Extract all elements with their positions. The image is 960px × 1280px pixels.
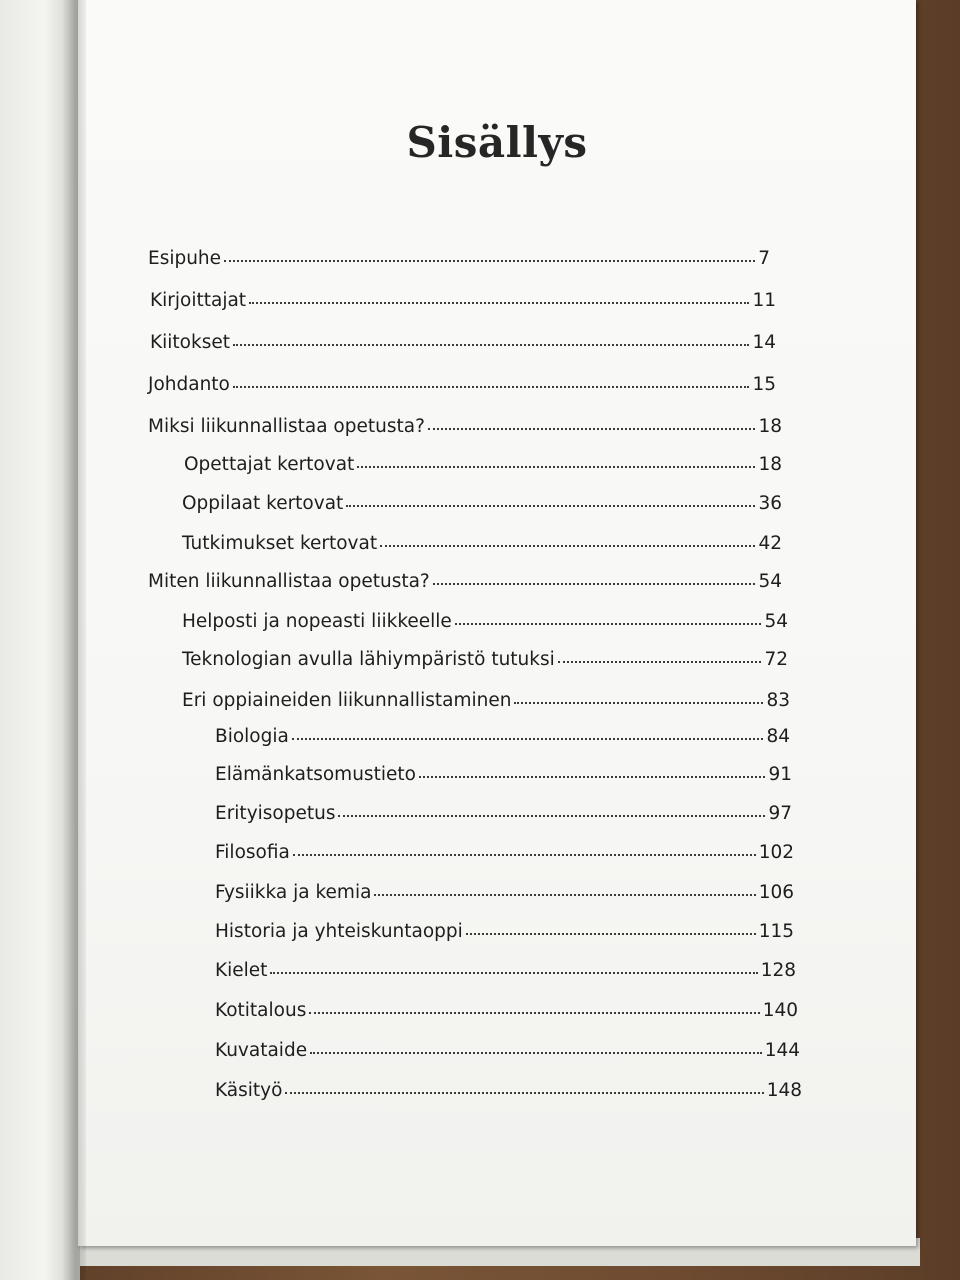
toc-entry-label: Oppilaat kertovat xyxy=(182,493,344,514)
toc-entry-page-number: 83 xyxy=(766,690,790,711)
toc-entry xyxy=(215,1080,802,1110)
toc-entry xyxy=(184,454,782,484)
toc-entry-page-number: 91 xyxy=(768,764,792,785)
toc-entry xyxy=(182,493,782,523)
toc-entry-label: Kotitalous xyxy=(215,1000,307,1021)
toc-leader-dots xyxy=(292,737,764,740)
toc-entry xyxy=(215,960,796,990)
toc-entry-label: Tutkimukset kertovat xyxy=(182,533,378,554)
toc-entry-page-number: 106 xyxy=(758,882,794,903)
toc-leader-dots xyxy=(357,465,755,468)
toc-entry xyxy=(150,332,776,362)
toc-entry-page-number: 128 xyxy=(760,960,796,981)
toc-entry xyxy=(148,248,770,278)
toc-leader-dots xyxy=(233,343,749,346)
toc-entry-label: Eri oppiaineiden liikunnallistaminen xyxy=(182,690,512,711)
toc-leader-dots xyxy=(310,1051,762,1054)
toc-entry-page-number: 36 xyxy=(758,493,782,514)
toc-entry xyxy=(182,611,788,641)
toc-entry-page-number: 97 xyxy=(768,803,792,824)
toc-leader-dots xyxy=(380,544,755,547)
page-title: Sisällys xyxy=(406,118,588,167)
toc-entry xyxy=(150,290,776,320)
toc-leader-dots xyxy=(338,814,765,817)
toc-entry-page-number: 11 xyxy=(752,290,776,311)
toc-entry xyxy=(148,374,776,404)
toc-entry-page-number: 140 xyxy=(762,1000,798,1021)
toc-entry-label: Kielet xyxy=(215,960,268,981)
toc-entry-page-number: 115 xyxy=(758,921,794,942)
toc-entry xyxy=(148,416,782,446)
toc-entry xyxy=(148,571,782,601)
toc-entry-page-number: 18 xyxy=(758,454,782,475)
toc-entry-label: Miten liikunnallistaa opetusta? xyxy=(148,571,430,592)
toc-entry-page-number: 72 xyxy=(764,649,788,670)
toc-leader-dots xyxy=(433,582,756,585)
toc-entry xyxy=(215,921,794,951)
toc-entry-page-number: 144 xyxy=(764,1040,800,1061)
toc-entry xyxy=(215,726,790,756)
toc-entry-label: Kiitokset xyxy=(150,332,230,353)
toc-entry-label: Filosofia xyxy=(215,842,290,863)
toc-entry xyxy=(215,764,792,794)
toc-entry xyxy=(215,842,794,872)
toc-entry-page-number: 42 xyxy=(758,533,782,554)
toc-entry xyxy=(215,1040,800,1070)
toc-entry-label: Esipuhe xyxy=(148,248,222,269)
toc-entry-label: Helposti ja nopeasti liikkeelle xyxy=(182,611,452,632)
toc-leader-dots xyxy=(374,893,755,896)
toc-leader-dots xyxy=(270,971,757,974)
toc-leader-dots xyxy=(293,853,756,856)
toc-entry-label: Erityisopetus xyxy=(215,803,336,824)
toc-leader-dots xyxy=(249,301,749,304)
toc-entry xyxy=(182,649,788,679)
toc-entry xyxy=(182,690,790,720)
toc-entry-label: Johdanto xyxy=(148,374,230,395)
toc-entry xyxy=(215,882,794,912)
toc-entry-label: Teknologian avulla lähiympäristö tutuksi xyxy=(182,649,555,670)
toc-entry-label: Opettajat kertovat xyxy=(184,454,355,475)
toc-entry-page-number: 14 xyxy=(752,332,776,353)
toc-leader-dots xyxy=(558,660,762,663)
toc-leader-dots xyxy=(346,504,755,507)
toc-entry-label: Fysiikka ja kemia xyxy=(215,882,372,903)
toc-leader-dots xyxy=(455,622,762,625)
toc-entry xyxy=(182,533,782,563)
toc-entry xyxy=(215,1000,798,1030)
toc-entry-label: Elämänkatsomustieto xyxy=(215,764,416,785)
toc-entry-page-number: 18 xyxy=(758,416,782,437)
toc-entry-label: Kuvataide xyxy=(215,1040,308,1061)
toc-entry-page-number: 7 xyxy=(758,248,770,269)
toc-entry-page-number: 84 xyxy=(766,726,790,747)
toc-entry-label: Biologia xyxy=(215,726,289,747)
toc-leader-dots xyxy=(419,775,766,778)
toc-entry xyxy=(215,803,792,833)
toc-leader-dots xyxy=(224,259,755,262)
toc-entry-page-number: 15 xyxy=(752,374,776,395)
toc-leader-dots xyxy=(514,701,763,704)
toc-leader-dots xyxy=(233,385,750,388)
toc-leader-dots xyxy=(285,1091,763,1094)
toc-entry-label: Käsityö xyxy=(215,1080,283,1101)
toc-leader-dots xyxy=(428,427,756,430)
toc-entry-label: Historia ja yhteiskuntaoppi xyxy=(215,921,463,942)
toc-entry-page-number: 54 xyxy=(758,571,782,592)
toc-entry-page-number: 102 xyxy=(758,842,794,863)
toc-leader-dots xyxy=(466,932,756,935)
toc-entry-page-number: 148 xyxy=(766,1080,802,1101)
toc-leader-dots xyxy=(309,1011,759,1014)
toc-entry-page-number: 54 xyxy=(764,611,788,632)
toc-entry-label: Miksi liikunnallistaa opetusta? xyxy=(148,416,425,437)
toc-entry-label: Kirjoittajat xyxy=(150,290,247,311)
